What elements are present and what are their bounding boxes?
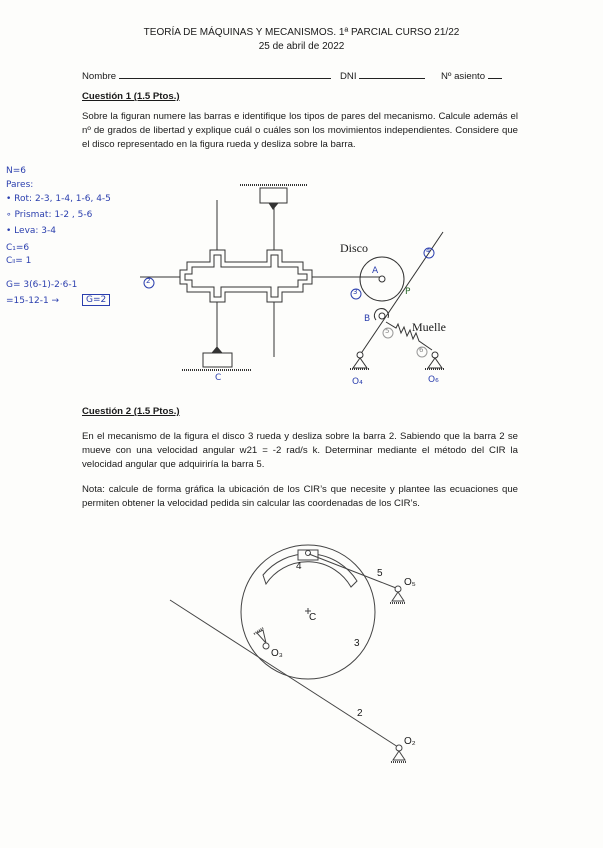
- hw-n: N=6: [6, 166, 26, 176]
- name-label: Nombre: [82, 71, 117, 82]
- hw-prism: ∘ Prismat: 1-2 , 5-6: [6, 210, 93, 220]
- hw-g2: =15-12-1 →: [6, 296, 60, 306]
- label-o3: O₃: [271, 648, 283, 659]
- mark-4: 4: [426, 247, 431, 255]
- mark-5: 5: [385, 327, 390, 335]
- hw-pares: Pares:: [6, 180, 34, 190]
- bar-2: [170, 600, 398, 747]
- hw-g-result: G=2: [82, 294, 110, 306]
- mark-6: 6: [419, 346, 424, 354]
- disc-label: Disco: [340, 241, 368, 255]
- label-5: 5: [377, 568, 383, 579]
- mark-b: B: [364, 314, 371, 324]
- label-o5: O₅: [404, 577, 416, 588]
- dni-label: DNI: [340, 71, 357, 82]
- label-o2: O₂: [404, 736, 416, 747]
- mark-3: 3: [353, 288, 358, 296]
- hw-rot: • Rot: 2-3, 1-4, 1-6, 4-5: [6, 194, 111, 204]
- mark-o4: O₄: [352, 377, 363, 387]
- exam-date: 25 de abril de 2022: [258, 41, 345, 52]
- q2-heading: Cuestión 2 (1.5 Ptos.): [82, 406, 180, 417]
- hw-g1: G= 3(6-1)-2·6-1: [6, 280, 78, 290]
- label-4: 4: [296, 561, 302, 572]
- label-3: 3: [354, 638, 360, 649]
- exam-title: TEORÍA DE MÁQUINAS Y MECANISMOS. 1ª PARCIAL CURSO 21/22: [143, 27, 460, 38]
- mark-c: C: [215, 373, 222, 383]
- mark-o6: O₆: [428, 375, 439, 385]
- q2-note: Nota: calcule de forma gráfica la ubicación de los CIR’s que necesite y plantee las ecuaciones que permiten obtener la velocidad pedida sin calcular las coordenadas de los CIR’s.: [82, 484, 518, 509]
- mark-p: P: [405, 287, 411, 297]
- q1-text: Sobre la figuran numere las barras e identifique los tipos de pares del mecanismo. Calcule además el nº de grados de libertad y explique cuál o cuáles son los movimientos independientes. Considere que el disco representado en la figura rueda y desliza sobre la barra.: [82, 111, 518, 150]
- label-2: 2: [357, 708, 363, 719]
- spring-label: Muelle: [412, 320, 446, 334]
- mark-a: A: [372, 266, 379, 276]
- seat-label: Nº asiento: [441, 71, 486, 82]
- hw-c2: Cₗₗ= 1: [6, 256, 32, 266]
- q1-heading: Cuestión 1 (1.5 Ptos.): [82, 91, 180, 102]
- hw-leva: • Leva: 3-4: [6, 226, 56, 236]
- label-c: C: [309, 612, 317, 623]
- hw-c1: C₁=6: [6, 243, 30, 253]
- q2-text: En el mecanismo de la figura el disco 3 rueda y desliza sobre la barra 2. Sabiendo que la barra 2 se mueve con una velocidad angular w21 = -2 rad/s k. Determinar mediante el método del CIR la velocidad angular que adquiriría la barra 5.: [82, 431, 518, 470]
- mark-2: 2: [146, 277, 151, 285]
